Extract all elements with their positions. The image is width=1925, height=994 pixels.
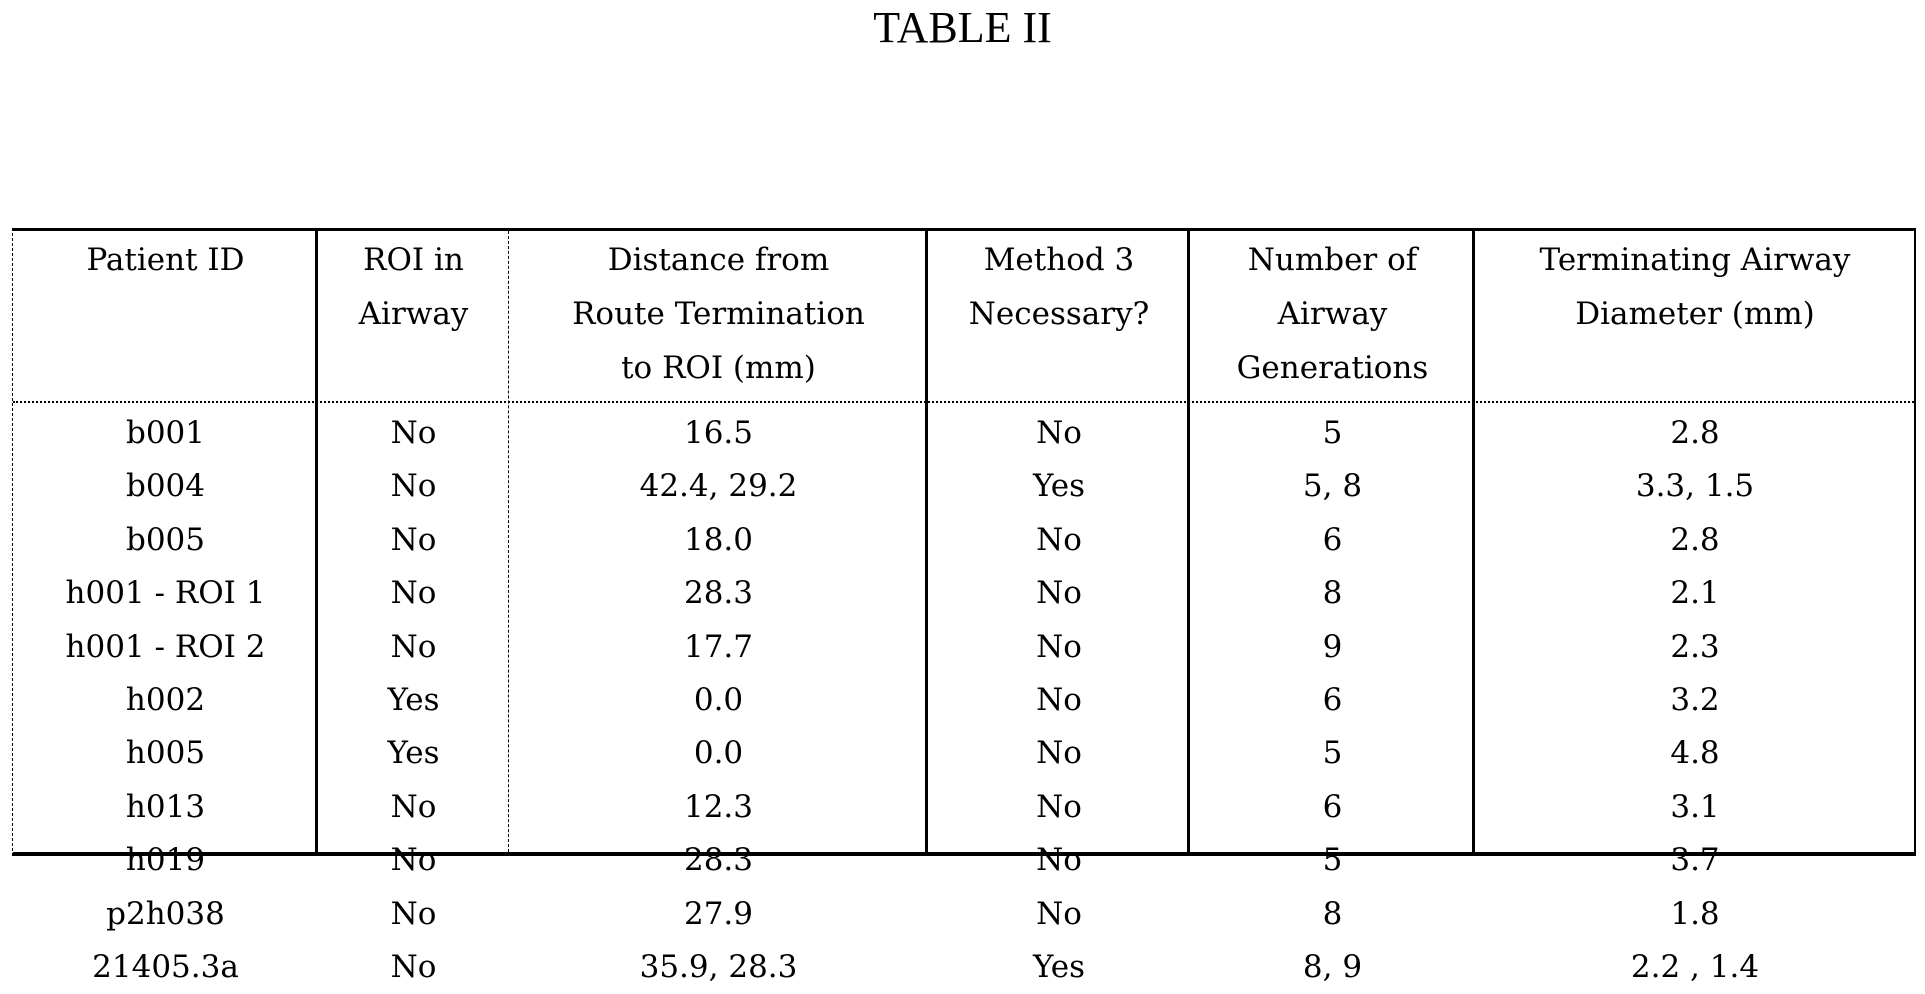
table-row (13, 781, 1914, 834)
cell-patient-id: p2h038 (106, 895, 225, 932)
cell-patient-id: 21405.3a (92, 949, 239, 985)
cell-airway-generations: 6 (1322, 788, 1343, 825)
cell-method3: No (1036, 788, 1082, 825)
cell-patient-id: h005 (125, 735, 206, 772)
data-table (12, 228, 1916, 985)
cell-method3: No (1036, 575, 1082, 612)
cell-method3: Yes (1032, 949, 1086, 985)
cell-roi-in-airway: Yes (387, 735, 440, 772)
cell-distance: 42.4, 29.2 (639, 468, 798, 505)
cell-distance: 12.3 (683, 788, 754, 825)
cell-terminating-diameter: 2.3 (1670, 628, 1720, 665)
cell-terminating-diameter: 2.8 (1670, 415, 1720, 451)
table-row (13, 941, 1914, 994)
cell-airway-generations: 5 (1322, 735, 1343, 772)
table-row (13, 888, 1914, 941)
header-method3: Method 3 Necessary? (968, 242, 1150, 332)
cell-terminating-diameter: 4.8 (1670, 735, 1720, 772)
header-terminating-diameter: Terminating Airway Diameter (mm) (1539, 242, 1851, 332)
cell-distance: 16.5 (683, 415, 754, 451)
cell-patient-id: b005 (125, 521, 205, 558)
cell-roi-in-airway: No (390, 949, 437, 985)
cell-patient-id: h013 (125, 788, 206, 825)
cell-roi-in-airway: No (390, 468, 437, 505)
cell-distance: 27.9 (683, 895, 754, 932)
cell-airway-generations: 8, 9 (1302, 949, 1363, 985)
cell-method3: No (1036, 628, 1082, 665)
header-patient-id: Patient ID (86, 242, 245, 278)
cell-distance: 18.0 (683, 521, 754, 558)
cell-distance: 0.0 (693, 682, 744, 718)
header-airway-generations: Number of Airway Generations (1236, 242, 1429, 386)
cell-distance: 35.9, 28.3 (639, 949, 798, 985)
cell-terminating-diameter: 2.1 (1670, 575, 1720, 612)
cell-patient-id: h002 (125, 682, 206, 718)
cell-terminating-diameter: 3.7 (1670, 842, 1720, 879)
cell-terminating-diameter: 1.8 (1670, 895, 1720, 932)
table-row (13, 621, 1914, 674)
cell-patient-id: b004 (125, 468, 205, 505)
table-row (13, 407, 1914, 460)
table-row (13, 567, 1914, 620)
cell-terminating-diameter: 3.3, 1.5 (1635, 468, 1755, 505)
cell-airway-generations: 5, 8 (1302, 468, 1363, 505)
cell-airway-generations: 5 (1322, 842, 1343, 879)
cell-patient-id: b001 (125, 415, 205, 451)
cell-airway-generations: 8 (1322, 895, 1343, 932)
cell-roi-in-airway: No (390, 788, 437, 825)
cell-method3: No (1036, 682, 1082, 718)
cell-roi-in-airway: Yes (387, 682, 440, 718)
header-roi-in-airway: ROI in Airway (358, 242, 469, 332)
cell-method3: No (1036, 842, 1082, 879)
cell-airway-generations: 6 (1322, 682, 1343, 718)
cell-roi-in-airway: No (390, 895, 437, 932)
cell-method3: No (1036, 735, 1082, 772)
table-row (13, 674, 1914, 727)
header-distance: Distance from Route Termination to ROI (mm) (572, 242, 865, 386)
cell-terminating-diameter: 2.8 (1670, 521, 1720, 558)
cell-method3: No (1036, 895, 1082, 932)
cell-terminating-diameter: 3.1 (1670, 788, 1720, 825)
cell-method3: Yes (1032, 468, 1086, 505)
cell-airway-generations: 8 (1322, 575, 1343, 612)
cell-terminating-diameter: 3.2 (1670, 682, 1720, 718)
table-row (13, 727, 1914, 780)
cell-roi-in-airway: No (390, 415, 437, 451)
table-row (13, 514, 1914, 567)
cell-distance: 0.0 (693, 735, 744, 772)
cell-method3: No (1036, 415, 1082, 451)
table-title: TABLE II (873, 3, 1052, 52)
cell-airway-generations: 6 (1322, 521, 1343, 558)
cell-patient-id: h001 - ROI 2 (65, 628, 266, 665)
cell-roi-in-airway: No (390, 575, 437, 612)
cell-distance: 28.3 (683, 575, 754, 612)
cell-patient-id: h001 - ROI 1 (65, 575, 266, 612)
table-row (13, 834, 1914, 887)
header-divider (13, 401, 1914, 403)
cell-roi-in-airway: No (390, 628, 437, 665)
cell-airway-generations: 9 (1322, 628, 1343, 665)
cell-terminating-diameter: 2.2 , 1.4 (1630, 949, 1760, 985)
cell-method3: No (1036, 521, 1082, 558)
table-row (13, 460, 1914, 513)
cell-roi-in-airway: No (390, 842, 437, 879)
cell-roi-in-airway: No (390, 521, 437, 558)
cell-airway-generations: 5 (1322, 415, 1343, 451)
cell-distance: 17.7 (683, 628, 754, 665)
cell-patient-id: h019 (125, 842, 206, 879)
cell-distance: 28.3 (683, 842, 754, 879)
